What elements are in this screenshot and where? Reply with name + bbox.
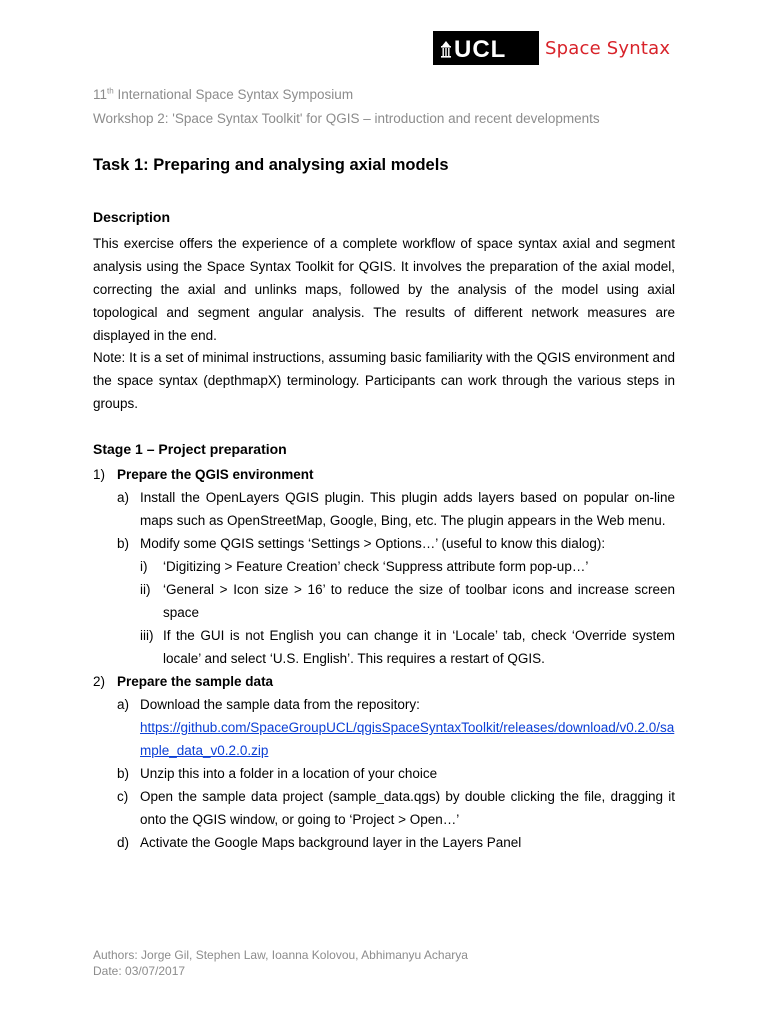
- stage-1-heading: Stage 1 – Project preparation: [93, 441, 287, 457]
- list-item: [93, 486, 675, 532]
- ucl-logo-box: [433, 31, 539, 65]
- list-text: Install the OpenLayers QGIS plugin. This plugin adds layers based on popular on-line maps such as OpenStreetMap, Google, Bing, etc. The plugin appears in the Web menu.: [140, 490, 675, 528]
- description-heading: Description: [93, 209, 171, 225]
- list-text: ‘Digitizing > Feature Creation’ check ‘Suppress attribute form pop-up…’: [163, 559, 589, 574]
- step-title: Prepare the QGIS environment: [117, 467, 314, 482]
- list-text: Activate the Google Maps background layer in the Layers Panel: [140, 835, 522, 850]
- footer-authors: Authors: Jorge Gil, Stephen Law, Ioanna Kolovou, Abhimanyu Acharya: [93, 948, 468, 962]
- list-marker: a): [117, 697, 130, 712]
- footer: [93, 947, 468, 979]
- list-item: [93, 555, 675, 578]
- list-marker: a): [117, 490, 130, 505]
- step-number: 1): [93, 467, 106, 482]
- step-2: [93, 670, 675, 693]
- description-paragraph-1: This exercise offers the experience of a complete workflow of space syntax axial and segment analysis using the Space Syntax Toolkit for QGIS. It involves the preparation of the axial model, correcting the axial and unlinks maps, followed by the analysis of the model using axial topological and segment angular analysis. The results of different network measures are displayed in the end.: [93, 236, 675, 343]
- list-marker: ii): [140, 582, 151, 597]
- list-marker: i): [140, 559, 148, 574]
- footer-date: Date: 03/07/2017: [93, 964, 186, 978]
- svg-text:UCL: UCL: [454, 37, 507, 59]
- list-item: [93, 785, 675, 831]
- list-item: [93, 532, 675, 555]
- list-text: Modify some QGIS settings ‘Settings > Options…’ (useful to know this dialog):: [140, 536, 606, 551]
- symposium-number: 11: [93, 87, 108, 102]
- step-number: 2): [93, 674, 106, 689]
- list-item: [93, 831, 675, 854]
- list-item: [93, 624, 675, 670]
- symposium-text: International Space Syntax Symposium: [113, 87, 354, 102]
- sample-data-link[interactable]: https://github.com/SpaceGroupUCL/qgisSpaceSyntaxToolkit/releases/download/v0.2.0/sample_data_v0.2.0.zip: [140, 720, 675, 758]
- symposium-line: [93, 87, 353, 102]
- page-title: Task 1: Preparing and analysing axial models: [93, 156, 449, 174]
- list-item: [93, 762, 675, 785]
- list-marker: d): [117, 835, 130, 850]
- list-item: [93, 578, 675, 624]
- list-text: If the GUI is not English you can change it in ‘Locale’ tab, check ‘Override system locale’ and select ‘U.S. English’. This requires a restart of QGIS.: [163, 628, 675, 666]
- symposium-suffix: th: [107, 86, 114, 96]
- list-text: Open the sample data project (sample_data.qgs) by double clicking the file, dragging it onto the QGIS window, or going to ‘Project > Open…’: [140, 789, 675, 827]
- ucl-logo-icon: [441, 37, 533, 59]
- list-text: [140, 693, 675, 762]
- list-item: [93, 693, 675, 762]
- workshop-line: Workshop 2: 'Space Syntax Toolkit' for QGIS – introduction and recent developments: [93, 111, 600, 126]
- list-text: ‘General > Icon size > 16’ to reduce the size of toolbar icons and increase screen space: [163, 582, 675, 620]
- list-marker: iii): [140, 628, 154, 643]
- description-paragraph-2: Note: It is a set of minimal instructions, assuming basic familiarity with the QGIS environment and the space syntax (depthmapX) terminology. Participants can work through the various steps in groups.: [93, 350, 675, 411]
- space-syntax-logo-text: Space Syntax: [545, 37, 671, 59]
- download-instruction: Download the sample data from the repository:: [140, 697, 420, 712]
- step-title: Prepare the sample data: [117, 674, 274, 689]
- list-marker: b): [117, 766, 130, 781]
- list-text: Unzip this into a folder in a location of your choice: [140, 766, 438, 781]
- ucl-space-syntax-logo: [433, 31, 670, 65]
- stage-1-steps: [93, 463, 675, 854]
- step-1: [93, 463, 675, 486]
- list-marker: b): [117, 536, 130, 551]
- list-marker: c): [117, 789, 129, 804]
